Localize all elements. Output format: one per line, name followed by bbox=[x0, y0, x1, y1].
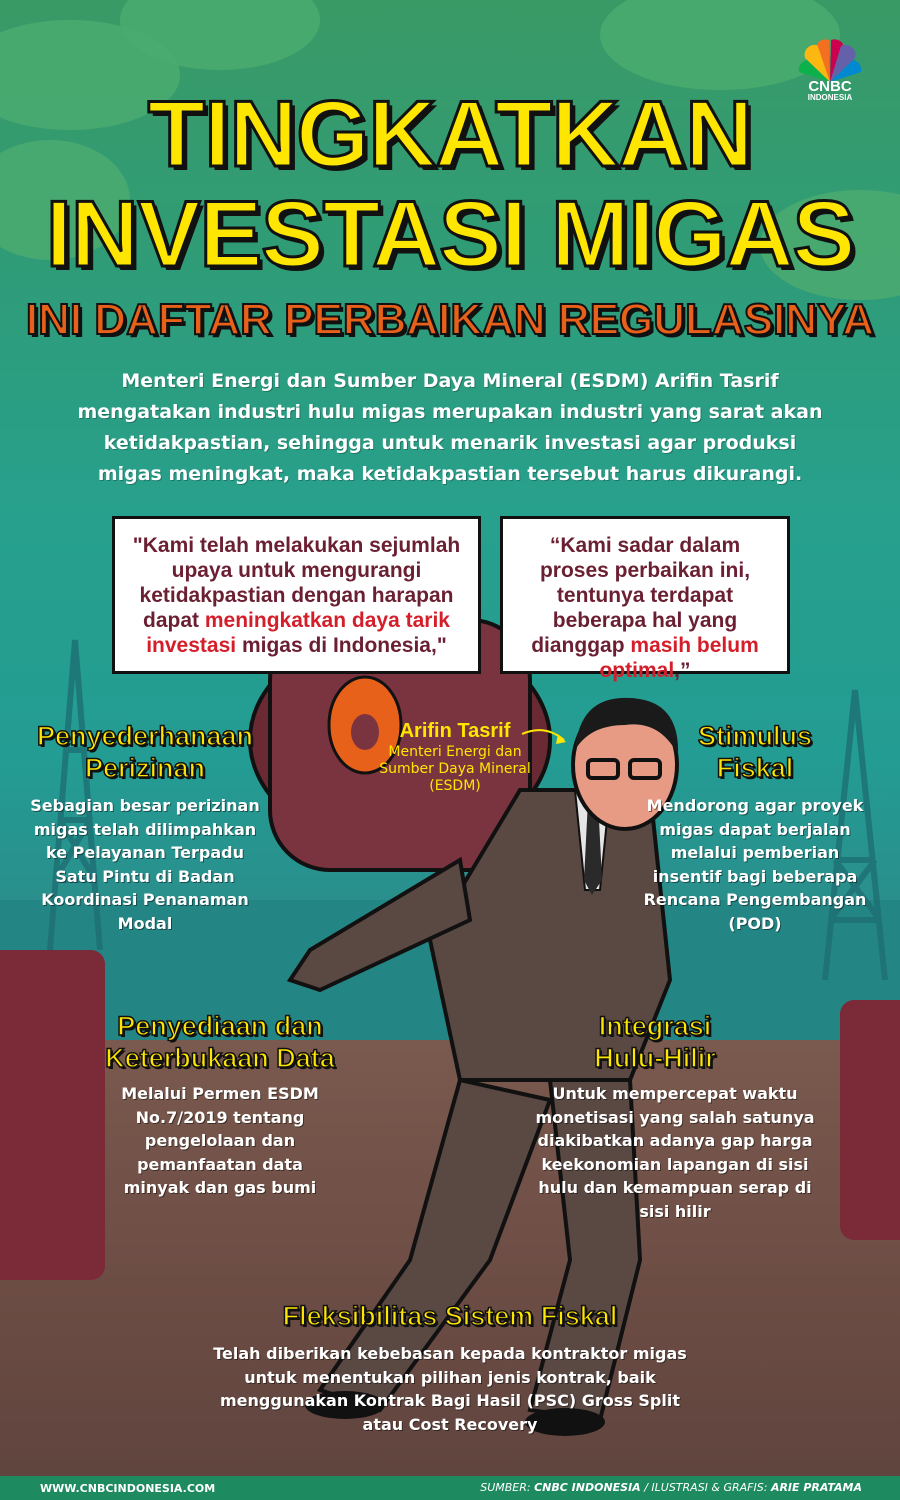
pointer-arrow-icon bbox=[520, 722, 570, 752]
oil-barrel-left bbox=[0, 950, 105, 1280]
section-data-body: Melalui Permen ESDM No.7/2019 tentang pengelolaan dan pemanfaatan data minyak dan gas bumi bbox=[121, 1084, 319, 1197]
section-stimulus-title-line1: Stimulus bbox=[697, 721, 812, 751]
section-perizinan-body: Sebagian besar perizinan migas telah dilimpahkan ke Pelayanan Terpadu Satu Pintu di Badan Koordinasi Penanaman Modal bbox=[30, 796, 260, 933]
section-data-title-line2: Keterbukaan Data bbox=[105, 1043, 335, 1073]
logo-subtext: INDONESIA bbox=[807, 93, 853, 102]
quote-left-highlight: meningkatkan daya tarik investasi bbox=[146, 609, 450, 657]
section-fleksibilitas-body: Telah diberikan kebebasan kepada kontraktor migas untuk menentukan pilihan jenis kontrak, baik menggunakan Kontrak Bagi Hasil (PSC) Gross Split atau Cost Recovery bbox=[213, 1344, 687, 1434]
quote-right-text-end: ,” bbox=[674, 659, 691, 682]
section-data-title bbox=[95, 1010, 345, 1074]
section-data-title-line1: Penyediaan dan bbox=[117, 1011, 323, 1041]
person-role: Menteri Energi dan Sumber Daya Mineral (ESDM) bbox=[379, 744, 531, 794]
title-line-1: TINGKATKAN bbox=[147, 81, 753, 186]
footer-credits bbox=[480, 1481, 862, 1494]
section-stimulus-title-line2: Fiskal bbox=[716, 753, 794, 783]
footer-website: WWW.CNBCINDONESIA.COM bbox=[40, 1482, 216, 1495]
footer-source: CNBC INDONESIA bbox=[534, 1481, 641, 1494]
section-fleksibilitas-title: Fleksibilitas Sistem Fiskal bbox=[282, 1301, 618, 1331]
footer-credit-label: / ILUSTRASI & GRAFIS: bbox=[640, 1481, 771, 1494]
quote-left-text: "Kami telah melakukan sejumlah upaya untuk mengurangi ketidakpastian dengan harapan dapat bbox=[132, 534, 461, 632]
section-stimulus-title bbox=[665, 720, 845, 784]
quote-left-text-end: migas di Indonesia," bbox=[236, 634, 447, 657]
footer-source-label: SUMBER: bbox=[480, 1481, 535, 1494]
section-integrasi-body: Untuk mempercepat waktu monetisasi yang salah satunya diakibatkan adanya gap harga keekonomian lapangan di sisi hulu dan kemampuan serap di sisi hilir bbox=[535, 1084, 815, 1221]
quote-left bbox=[112, 516, 481, 674]
subtitle: INI DAFTAR PERBAIKAN REGULASINYA bbox=[25, 295, 875, 344]
section-perizinan-title-line1: Penyederhanaan bbox=[36, 721, 254, 751]
section-stimulus-body: Mendorong agar proyek migas dapat berjalan melalui pemberian insentif bagi beberapa Rencana Pengembangan (POD) bbox=[643, 796, 867, 933]
section-integrasi-title bbox=[575, 1010, 735, 1074]
section-perizinan-title bbox=[25, 720, 265, 784]
title-line-2: INVESTASI MIGAS bbox=[45, 181, 855, 286]
section-integrasi-title-line2: Hulu-Hilir bbox=[594, 1043, 716, 1073]
quote-right bbox=[500, 516, 790, 682]
quote-right-highlight: masih belum optimal bbox=[599, 634, 759, 682]
section-integrasi-title-line1: Integrasi bbox=[598, 1011, 712, 1041]
logo-text: CNBC bbox=[808, 78, 852, 95]
oil-barrel-right bbox=[840, 1000, 900, 1240]
intro-paragraph: Menteri Energi dan Sumber Daya Mineral (ESDM) Arifin Tasrif mengatakan industri hulu migas merupakan industri yang sarat akan ketidakpastian, sehingga untuk menarik investasi agar produksi migas meningkat, maka ketidakpastian tersebut harus dikurangi. bbox=[77, 370, 823, 485]
person-name: Arifin Tasrif bbox=[399, 720, 511, 742]
section-perizinan-title-line2: Perizinan bbox=[84, 753, 206, 783]
footer-credit: ARIE PRATAMA bbox=[770, 1481, 862, 1494]
quote-right-text: “Kami sadar dalam proses perbaikan ini, tentunya terdapat beberapa hal yang dianggap bbox=[531, 534, 751, 657]
